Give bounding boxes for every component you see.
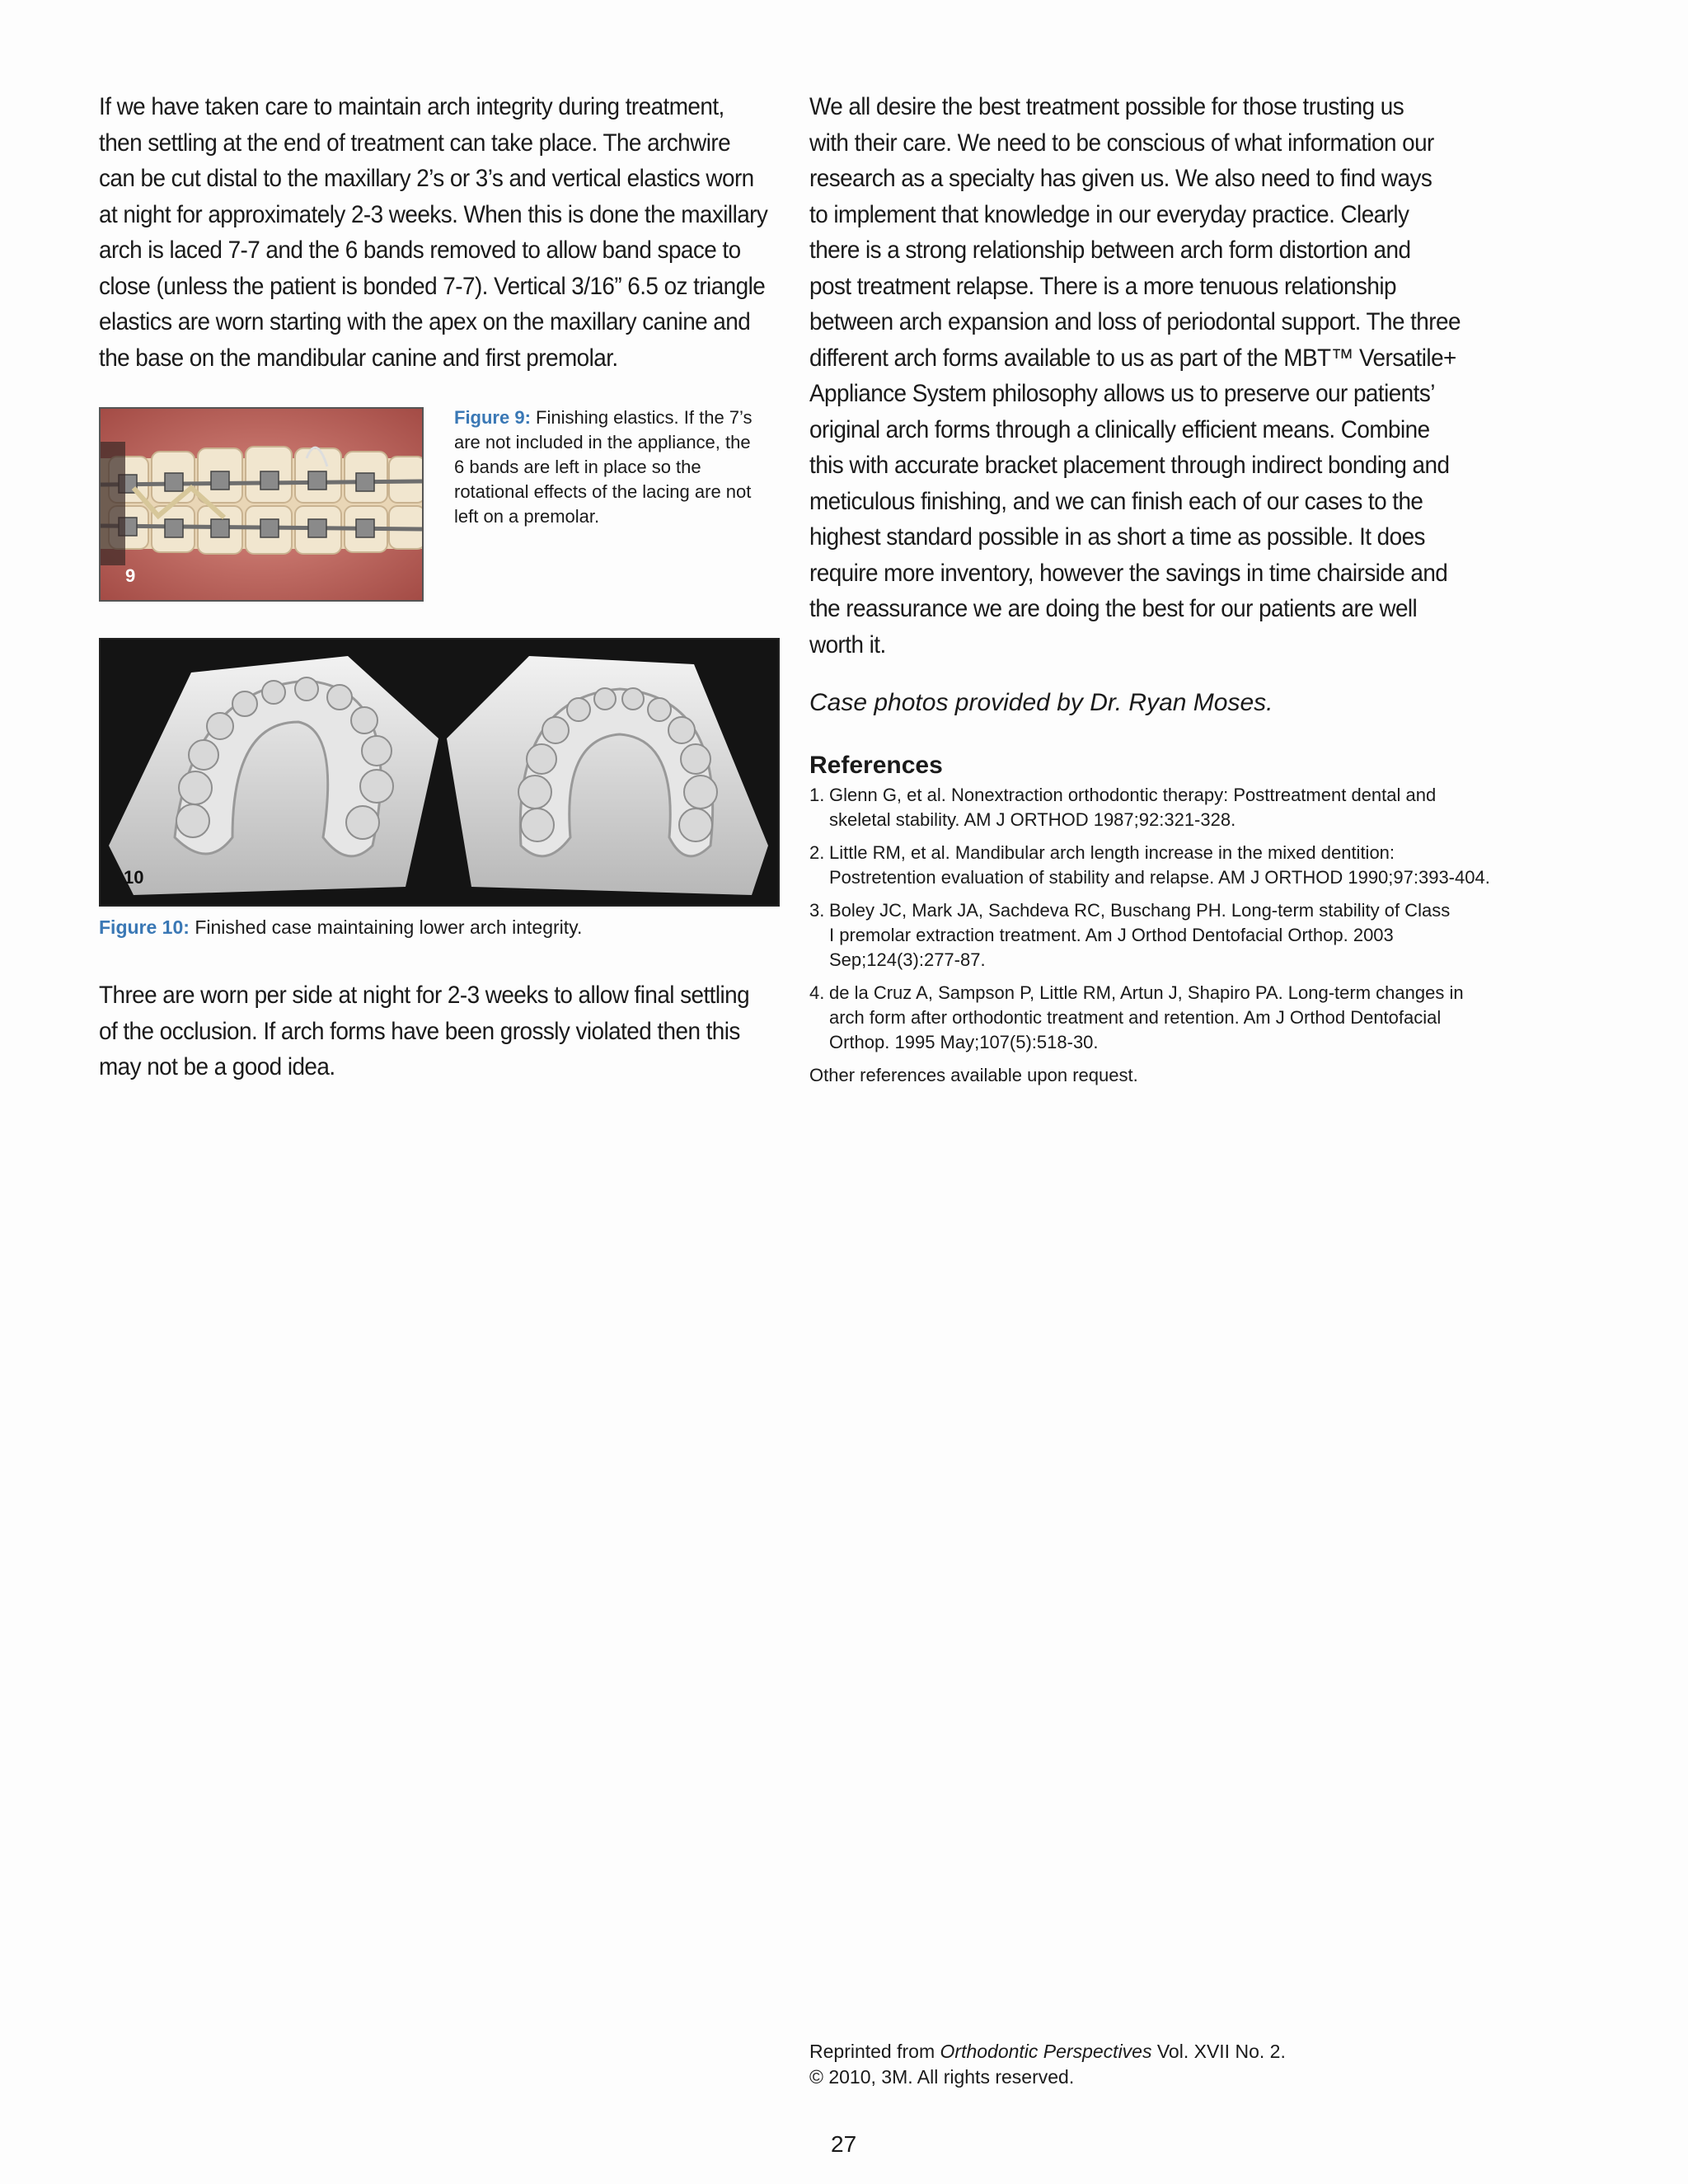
- text-line: arch is laced 7-7 and the 6 bands removed to allow band space to: [99, 237, 741, 264]
- text-line: meticulous finishing, and we can finish each of our cases to the: [809, 487, 1423, 515]
- caption-line: Finishing elastics. If the 7’s: [536, 407, 753, 428]
- caption-line: are not included in the appliance, the: [454, 432, 751, 452]
- dental-casts-photo: [101, 640, 778, 905]
- text-line: can be cut distal to the maxillary 2’s or 3’s and vertical elastics worn: [99, 165, 754, 192]
- reference-item: [809, 898, 1493, 972]
- reference-line: Boley JC, Mark JA, Sachdeva RC, Buschang PH. Long-term stability of Class: [829, 900, 1451, 921]
- reference-line: Postretention evaluation of stability and relapse. AM J ORTHOD 1990;97:393-404.: [829, 867, 1490, 888]
- caption-line: rotational effects of the lacing are not: [454, 481, 752, 502]
- reference-line: skeletal stability. AM J ORTHOD 1987;92:321-328.: [829, 809, 1236, 830]
- text-line: different arch forms available to us as part of the MBT™ Versatile+: [809, 344, 1456, 372]
- reference-line: I premolar extraction treatment. Am J Orthod Dentofacial Orthop. 2003: [829, 925, 1394, 945]
- reference-line: Orthop. 1995 May;107(5):518-30.: [829, 1032, 1099, 1052]
- text-line: at night for approximately 2-3 weeks. When this is done the maxillary: [99, 200, 768, 228]
- references-section: [809, 752, 1493, 1088]
- copyright-notice: © 2010, 3M. All rights reserved.: [809, 2066, 1075, 2088]
- figure-9-caption: [454, 405, 767, 529]
- reference-number: 1.: [809, 785, 825, 805]
- figure-10-number: 10: [124, 867, 144, 888]
- text-line: post treatment relapse. There is a more tenuous relationship: [809, 272, 1396, 300]
- text-line: close (unless the patient is bonded 7-7). Vertical 3/16” 6.5 oz triangle: [99, 272, 766, 300]
- reference-number: 3.: [809, 900, 825, 921]
- left-column-closing: [99, 977, 783, 1085]
- case-photo-credit: Case photos provided by Dr. Ryan Moses.: [809, 689, 1273, 716]
- reference-item: [809, 841, 1493, 890]
- figure-9-photo: [99, 407, 424, 602]
- caption-text: Finished case maintaining lower arch integrity.: [195, 916, 583, 938]
- reference-item: [809, 981, 1493, 1055]
- caption-line: left on a premolar.: [454, 506, 600, 527]
- text-line: original arch forms through a clinically efficient means. Combine: [809, 415, 1430, 443]
- figure-10-photo: [99, 638, 780, 907]
- right-column: [809, 89, 1493, 663]
- text-line: between arch expansion and loss of periodontal support. The three: [809, 308, 1461, 335]
- reference-item: [809, 783, 1493, 832]
- reference-line: Little RM, et al. Mandibular arch length increase in the mixed dentition:: [829, 842, 1395, 863]
- reference-line: Glenn G, et al. Nonextraction orthodontic therapy: Posttreatment dental and: [829, 785, 1437, 805]
- text-line: If we have taken care to maintain arch integrity during treatment,: [99, 93, 724, 120]
- text-line: this with accurate bracket placement through indirect bonding and: [809, 452, 1450, 479]
- text-line: highest standard possible in as short a time as possible. It does: [809, 523, 1425, 551]
- paragraph-final-settling: [99, 977, 783, 1085]
- reprint-footer: [809, 2039, 1286, 2090]
- reference-line: de la Cruz A, Sampson P, Little RM, Artun J, Shapiro PA. Long-term changes in: [829, 982, 1464, 1003]
- paragraph-conclusion: [809, 89, 1493, 663]
- text-line: to implement that knowledge in our everyday practice. Clearly: [809, 200, 1409, 228]
- text-line: of the occlusion. If arch forms have been grossly violated then this: [99, 1017, 740, 1045]
- text-line: with their care. We need to be conscious of what information our: [809, 129, 1434, 157]
- reprinted-prefix: Reprinted from: [809, 2041, 935, 2062]
- text-line: require more inventory, however the savings in time chairside and: [809, 559, 1448, 587]
- finishing-elastics-photo: [101, 409, 422, 600]
- reference-line: Sep;124(3):277-87.: [829, 949, 986, 970]
- text-line: the base on the mandibular canine and first premolar.: [99, 344, 618, 372]
- text-line: Appliance System philosophy allows us to preserve our patients’: [809, 380, 1435, 407]
- text-line: research as a specialty has given us. We also need to find ways: [809, 165, 1432, 192]
- text-line: worth it.: [809, 630, 886, 658]
- reference-number: 4.: [809, 982, 825, 1003]
- text-line: there is a strong relationship between arch form distortion and: [809, 237, 1411, 264]
- figure-10-caption: [99, 915, 783, 940]
- text-line: may not be a good idea.: [99, 1053, 335, 1080]
- page-number: 27: [831, 2131, 857, 2157]
- publication-issue: Vol. XVII No. 2.: [1156, 2041, 1286, 2062]
- reference-line: arch form after orthodontic treatment and retention. Am J Orthod Dentofacial: [829, 1007, 1442, 1028]
- figure-10-label: Figure 10:: [99, 916, 190, 938]
- text-line: Three are worn per side at night for 2-3 weeks to allow final settling: [99, 982, 750, 1009]
- references-note: Other references available upon request.: [809, 1065, 1138, 1085]
- left-column-intro: [99, 89, 783, 376]
- caption-line: 6 bands are left in place so the: [454, 457, 701, 477]
- publication-title: Orthodontic Perspectives: [940, 2041, 1152, 2062]
- text-line: then settling at the end of treatment can take place. The archwire: [99, 129, 731, 157]
- figure-9-label: Figure 9:: [454, 407, 531, 428]
- references-heading: References: [809, 752, 943, 779]
- text-line: We all desire the best treatment possible for those trusting us: [809, 93, 1404, 120]
- reference-number: 2.: [809, 842, 825, 863]
- paragraph-settling: [99, 89, 783, 376]
- text-line: the reassurance we are doing the best for our patients are well: [809, 595, 1418, 622]
- text-line: elastics are worn starting with the apex on the maxillary canine and: [99, 308, 751, 335]
- references-list: [809, 783, 1493, 1055]
- figure-9-number: 9: [125, 565, 136, 586]
